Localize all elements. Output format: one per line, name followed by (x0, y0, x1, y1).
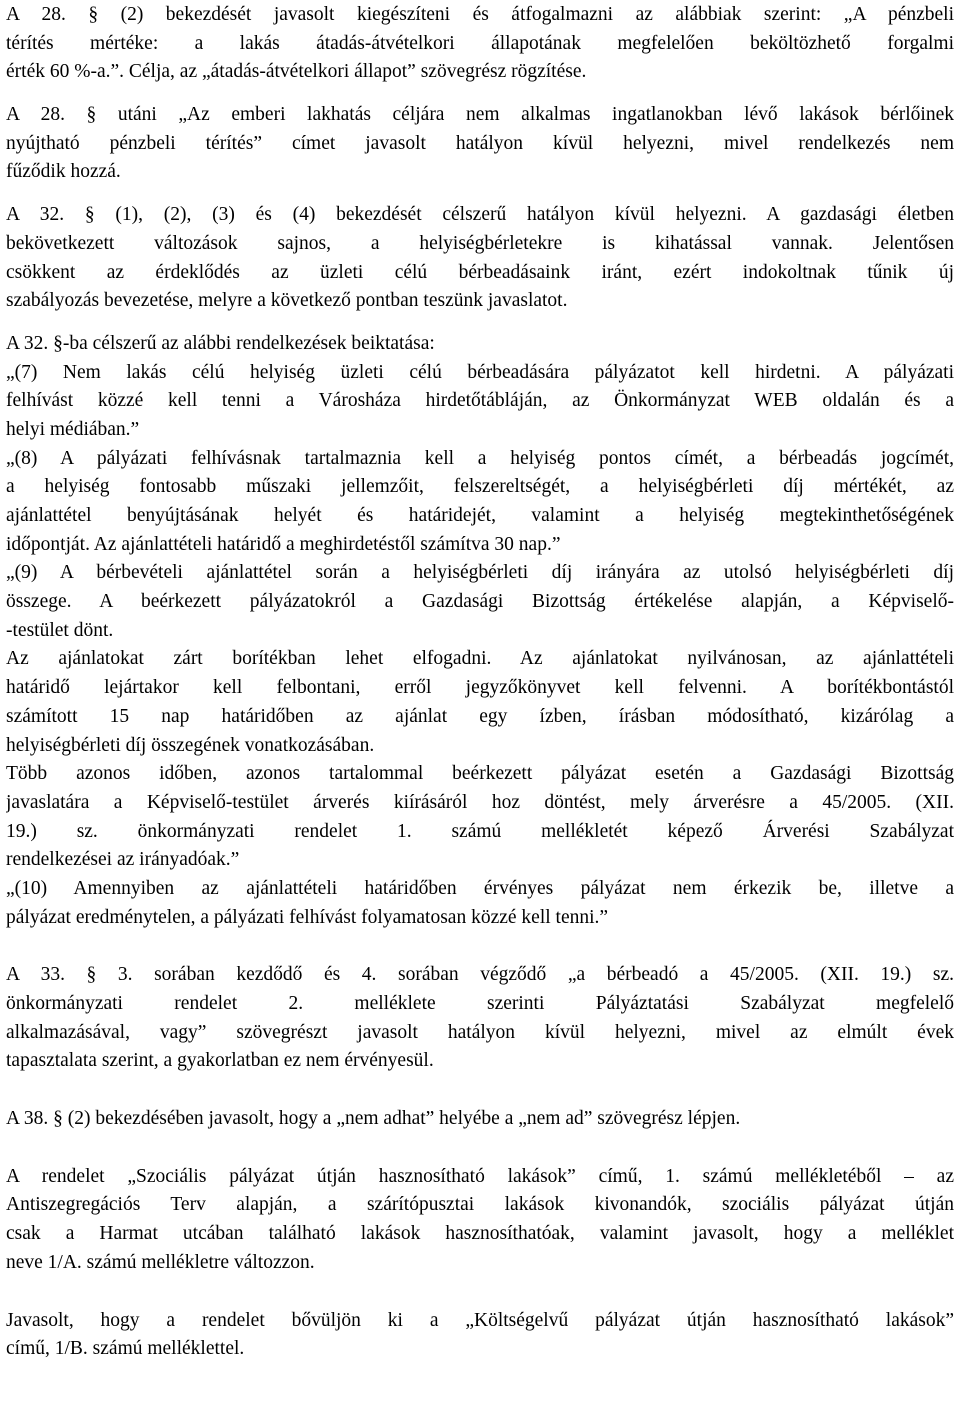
paragraph-spacer (6, 1134, 954, 1163)
paragraph-p-32-repeal (6, 201, 954, 316)
text-line: rendelkezései az irányadóak.” (6, 849, 240, 871)
text-line: helyi médiában.” (6, 418, 140, 440)
text-line: A 33. § 3. sorában kezdődő és 4. sorában végződő „a bérbeadó a 45/2005. (XII. 19.) sz. (6, 964, 954, 986)
text-line: nyújtható pénzbeli térítés” címet javasolt hatályon kívül helyezni, mivel rendelkezés nem (6, 132, 954, 154)
paragraph-spacer (6, 316, 954, 330)
paragraph-spacer (6, 187, 954, 201)
text-line: című, 1/B. számú melléklettel. (6, 1338, 245, 1360)
paragraph-spacer (6, 932, 954, 961)
text-line: Több azonos időben, azonos tartalommal beérkezett pályázat esetén a Gazdasági Bizottság (6, 763, 954, 785)
text-line: bekövetkezett változások sajnos, a helyiségbérletekre is kihatással vannak. Jelentősen (6, 232, 954, 254)
paragraph-spacer (6, 1076, 954, 1105)
text-line: Javasolt, hogy a rendelet bővüljön ki a „Költségelvű pályázat útján hasznosítható lakások” (6, 1309, 954, 1331)
text-line: önkormányzati rendelet 2. melléklete szerinti Pályáztatási Szabályzat megfelelő (6, 993, 954, 1014)
paragraph-p-annex-1b (6, 1307, 954, 1364)
text-line: javaslatára a Képviselő-testület árverés kiírásáról hoz döntést, mely árverésre a 45/2005. (XII. (6, 791, 954, 813)
paragraph-spacer (6, 1278, 954, 1307)
text-line: A 32. §-ba célszerű az alábbi rendelkezések beiktatása: (6, 332, 435, 354)
text-line: térítés mértéke: a lakás átadás-átvételkori állapotának megfelelően beköltözhető forgalmi (6, 32, 954, 54)
text-line: „(9) A bérbevételi ajánlattétel során a helyiségbérleti díj irányára az utolsó helyiségbérleti díj (6, 562, 954, 584)
text-line: A 28. § (2) bekezdését javasolt kiegészíteni és átfogalmazni az alábbiak szerint: „A pénzbeli (6, 4, 954, 25)
text-line: „(8) A pályázati felhívásnak tartalmaznia kell a helyiség pontos címét, a bérbeadás jogcímét, (6, 447, 954, 469)
text-line: ajánlattétel benyújtásának helyét és határidejét, valamint a helyiség megtekinthetőségének (6, 505, 954, 526)
text-line: szabályozás bevezetése, melyre a következő pontban teszünk javaslatot. (6, 290, 568, 312)
text-line: összege. A beérkezett pályázatokról a Gazdasági Bizottság értékelése alapján, a Képviselő- (6, 591, 954, 613)
text-line: számított 15 nap határidőben az ajánlat egy ízben, írásban módosítható, kizárólag a (6, 705, 954, 727)
text-line: határidő lejártakor kell felbontani, erről jegyzőkönyvet kell felvenni. A borítékbontástól (6, 677, 954, 699)
text-line: Antiszegregációs Terv alapján, a szárítópusztai lakások kivonandók, szociális pályázat útján (6, 1194, 954, 1216)
text-line: A rendelet „Szociális pályázat útján hasznosítható lakások” című, 1. számú mellékletéből – az (6, 1165, 954, 1187)
text-line: csökkent az érdeklődés az üzleti célú bérbeadásaink iránt, ezért indokoltnak tűnik új (6, 261, 954, 283)
text-line: Az ajánlatokat zárt borítékban lehet elfogadni. Az ajánlatokat nyilvánosan, az ajánlattételi (6, 648, 954, 670)
paragraph-p-38 (6, 1105, 954, 1134)
text-line: pályázat eredménytelen, a pályázati felhívást folyamatosan közzé kell tenni.” (6, 906, 609, 928)
text-line: alkalmazásával, vagy” szövegrészt javasolt hatályon kívül helyezni, mivel az elmúlt évek (6, 1021, 954, 1043)
paragraph-p-28-after (6, 101, 954, 187)
paragraph-p-33 (6, 961, 954, 1076)
text-line: a helyiség fontosabb műszaki jellemzőit, felszereltségét, a helyiségbérleti díj mértékét, az (6, 476, 954, 498)
text-line: helyiségbérleti díj összegének vonatkozásában. (6, 734, 375, 756)
text-line: időpontját. Az ajánlattételi határidő a meghirdetéstől számítva 30 nap.” (6, 533, 561, 555)
paragraph-p-32-insert (6, 330, 954, 932)
text-line: -testület dönt. (6, 619, 114, 641)
paragraph-spacer (6, 87, 954, 101)
text-line: neve 1/A. számú mellékletre változzon. (6, 1251, 315, 1273)
text-line: A 32. § (1), (2), (3) és (4) bekezdését célszerű hatályon kívül helyezni. A gazdasági életben (6, 204, 954, 226)
document-page (6, 1, 954, 1364)
text-line: fűződik hozzá. (6, 161, 121, 183)
text-line: tapasztalata szerint, a gyakorlatban ez nem érvényesül. (6, 1050, 434, 1072)
text-line: csak a Harmat utcában található lakások hasznosíthatóak, valamint javasolt, hogy a melléklet (6, 1223, 954, 1245)
text-line: „(7) Nem lakás célú helyiség üzleti célú bérbeadására pályázatot kell hirdetni. A pályázati (6, 361, 954, 383)
paragraph-p-28-2 (6, 1, 954, 87)
text-line: felhívást közzé kell tenni a Városháza hirdetőtábláján, az Önkormányzat WEB oldalán és a (6, 390, 954, 412)
text-line: „(10) Amennyiben az ajánlattételi határidőben érvényes pályázat nem érkezik be, illetve a (6, 877, 954, 899)
text-line: A 38. § (2) bekezdésében javasolt, hogy a „nem adhat” helyébe a „nem ad” szövegrész lépjen. (6, 1108, 741, 1130)
paragraph-p-annex-1 (6, 1163, 954, 1278)
text-line: A 28. § utáni „Az emberi lakhatás céljára nem alkalmas ingatlanokban lévő lakások bérlőinek (6, 104, 954, 126)
text-line: 19.) sz. önkormányzati rendelet 1. számú mellékletét képező Árverési Szabályzat (6, 820, 954, 842)
text-line: érték 60 %-a.”. Célja, az „átadás-átvételkori állapot” szövegrész rögzítése. (6, 61, 587, 83)
